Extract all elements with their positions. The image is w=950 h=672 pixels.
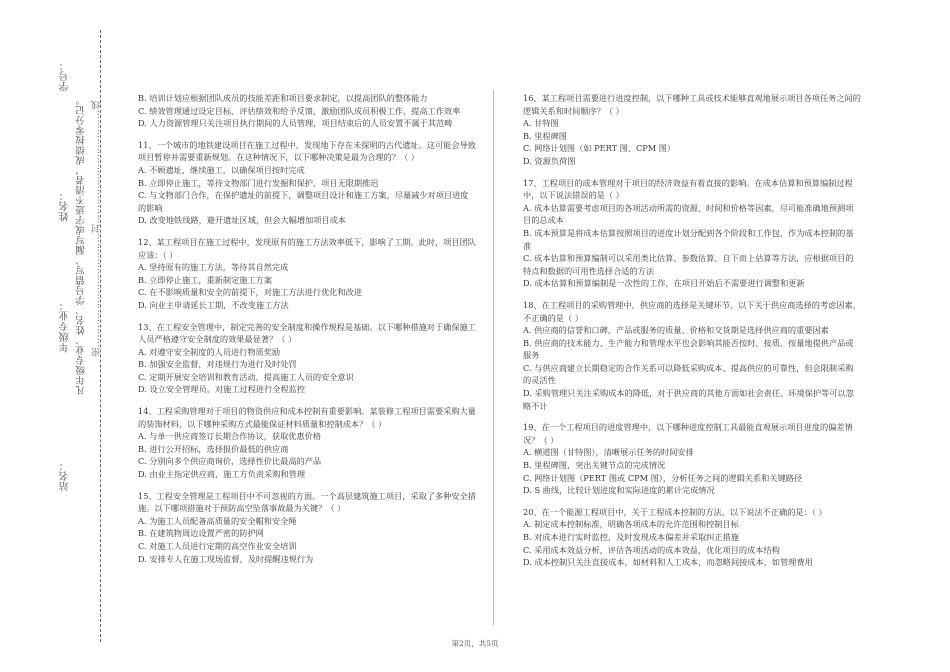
option: C. 定期开展安全培训和教育活动，提高施工人员的安全意识: [138, 371, 354, 382]
option: A. 与单一供应商签订长期合作协议，获取优惠价格: [138, 431, 322, 442]
option: A. 对遵守安全制度的人员进行物质奖励: [138, 346, 281, 357]
option: D. 安排专人在施工现场监督，及时提醒违规行为: [138, 553, 314, 564]
option: B. 在建筑物周边设置严密的防护网: [138, 528, 264, 539]
option: B. 立即停止施工，重新制定施工方案: [138, 274, 273, 285]
option: C. 与供应商建立长期稳定的合作关系可以降低采购成本、提高供应的可靠性，但会限制采购的灵活性: [523, 362, 854, 386]
option: A. 供应商的信誉和口碑、产品或服务的质量、价格和交货期是选择供应商的重要因素: [523, 325, 829, 336]
option: D. S 曲线，比较计划进度和实际进度的累计完成情况: [523, 485, 715, 496]
option: C. 在不影响质量和安全的前提下，对施工方法进行优化和改进: [138, 287, 363, 298]
option: B. 里程碑图: [523, 130, 567, 141]
question-13: [138, 321, 476, 397]
question-stem: 13、在工程安全管理中，制定完善的安全制度和操作规程是基础。以下哪种措施对于确保施工人员严格遵守安全制度的效果最显著？（ ）: [138, 321, 476, 345]
option: A. 横道图（甘特图），清晰展示任务的时间安排: [523, 447, 694, 458]
option: D. 改变地铁线路，避开遗址区域，但会大幅增加项目成本: [138, 215, 346, 226]
question-stem: 12、某工程项目在施工过程中，发现原有的施工方法效率低下，影响了工期。此时，项目团队应该：（ ）: [138, 236, 476, 260]
option: C. 对施工人员进行定期的高空作业安全培训: [138, 541, 297, 551]
option: C. 绩效管理通过设定目标、评估绩效和给予反馈，激励团队成员积极工作，提高工作效率: [138, 105, 461, 116]
question-stem: 14、工程采购管理对于项目的物资供应和成本控制有重要影响。某装修工程项目需要采购大量的装饰材料，以下哪种采购方式最能保证材料质量和控制成本？（ ）: [138, 406, 476, 429]
option: B. 对成本进行实时监控，及时发现成本偏差并采取纠正措施: [523, 532, 739, 542]
option: A. 制定成本控制标准，明确各项成本的允许范围和控制目标: [523, 519, 739, 530]
binding-note: 凡年级专业、姓名、学号错写、漏写或字迹不清者，成绩按零分记。: [76, 95, 87, 395]
option: A. 成本估算需要考虑项目的各项活动所需的资源、时间和价格等因素，尽可能准确地预测项目的总成本: [523, 202, 854, 226]
option: D. 采购管理只关注采购成本的降低，对于供应商的其他方面如社会责任、环境保护等可以忽略不计: [523, 388, 854, 411]
question-stem: 17、工程项目的成本管理对于项目的经济效益有着直接的影响。在成本估算和预算编制过程中，以下说法错误的是（ ）: [523, 177, 853, 201]
binding-margin: [0, 0, 110, 672]
seal-line-text: 密………………………………封………………………………线: [92, 100, 102, 357]
student-id-label: 学号：: [60, 60, 71, 92]
question-stem: 20、在一个能源工程项目中，关于工程成本控制的方法，以下说法不正确的是：（ ）: [523, 506, 827, 517]
option: B. 里程碑图，突出关键节点的完成情况: [523, 460, 666, 471]
option: D. 由业主指定供应商，施工方负责采购和管理: [138, 469, 306, 480]
question-16: [523, 92, 861, 168]
option: B. 加强安全监督，对违规行为进行及时处罚: [138, 359, 297, 370]
question-stem: 18、在工程项目的采购管理中，供应商的选择是关键环节。以下关于供应商选择的考虑因素，不正确的是（ ）: [523, 299, 861, 323]
option: B. 供应商的技术能力、生产能力和管理水平也会影响其能否按时、按质、按量地提供产品或服务: [523, 337, 854, 361]
question-19: [523, 421, 861, 497]
grade-major-label: 年级专业：: [60, 300, 71, 353]
question-15: [138, 490, 476, 566]
option: D. 设立安全管理员，对施工过程进行全程监控: [138, 384, 306, 395]
question-11: [138, 139, 476, 227]
option: B. 培训计划应根据团队成员的技能差距和项目要求制定，以提高团队的整体能力: [138, 93, 428, 103]
question-12: [138, 236, 476, 312]
option: B. 立即停止施工，等待文物部门进行发掘和保护，项目无限期推迟: [138, 177, 379, 188]
question-18: [523, 299, 861, 412]
column-divider: [493, 90, 494, 625]
option: A. 为施工人员配备高质量的安全帽和安全绳: [138, 515, 297, 526]
question-stem: 19、在一个工程项目的进度管理中，以下哪种进度控制工具最能直观展示项目进度的偏差情况？（ ）: [523, 422, 853, 445]
option: D. 成本估算和预算编制是一次性的工作，在项目开始后不需要进行调整和更新: [523, 278, 805, 289]
name-label: 姓名：: [60, 190, 71, 222]
option: D. 向业主申请延长工期，不改变施工方法: [138, 299, 289, 310]
option: C. 网络计划图（PERT 图或 CPM 图），分析任务之间的逻辑关系和关键路径: [523, 472, 803, 483]
option: B. 成本预算是将成本估算按照项目的进度计划分配到各个阶段和工作包，作为成本控制的基准: [523, 227, 854, 251]
question-stem: 11、一个城市的地铁建设项目在施工过程中，发现地下存在未探明的古代遗址。这可能会导致项目暂停并需要重新规划。在这种情况下，以下哪种决策是最为合理的？（ ）: [138, 139, 476, 163]
page-footer: 第2页，共5页: [451, 639, 499, 648]
left-column: [138, 92, 476, 574]
continued-options: [138, 92, 476, 130]
option: A. 坚持原有的施工方法，等待其自然完成: [138, 262, 289, 273]
option: C. 分别向多个供应商询价，选择性价比最高的产品: [138, 456, 322, 467]
question-20: [523, 506, 861, 569]
option: C. 与文物部门合作，在保护遗址的前提下，调整项目设计和施工方案，尽量减少对项目进度的影响: [138, 190, 469, 213]
option: D. 资源负荷图: [523, 155, 576, 166]
question-stem: 15、工程安全管理是工程项目中不可忽视的方面。一个高层建筑施工项目，采取了多种安全措施。以下哪项措施对于预防高空坠落事故最为关键？（ ）: [138, 490, 476, 514]
right-column: [523, 92, 861, 578]
station-name-label: 站名：: [60, 460, 71, 492]
option: D. 成本控制只关注直接成本，如材料和人工成本，而忽略间接成本，如管理费用: [523, 557, 813, 568]
question-17: [523, 177, 861, 290]
option: C. 采用成本效益分析，评估各项活动的成本效益，优化项目的成本结构: [523, 544, 780, 555]
question-14: [138, 405, 476, 481]
option: C. 网络计划图（如 PERT 图、CPM 图）: [523, 143, 676, 154]
option: D. 人力资源管理只关注项目执行期间的人员管理，项目结束后的人员安置不属于其范畴: [138, 118, 453, 129]
question-stem: 16、某工程项目需要进行进度控制，以下哪种工具或技术能够直观地展示项目各项任务之间的逻辑关系和时间顺序？（ ）: [523, 93, 861, 116]
option: A. 不顾遗址，继续施工，以确保项目按时完成: [138, 164, 305, 175]
option: B. 进行公开招标，选择报价最低的供应商: [138, 443, 289, 454]
option: A. 甘特图: [523, 118, 559, 129]
option: C. 成本估算和预算编制可以采用类比估算、参数估算、自下而上估算等方法，应根据项目的特点和数据的可用性选择合适的方法: [523, 253, 854, 276]
